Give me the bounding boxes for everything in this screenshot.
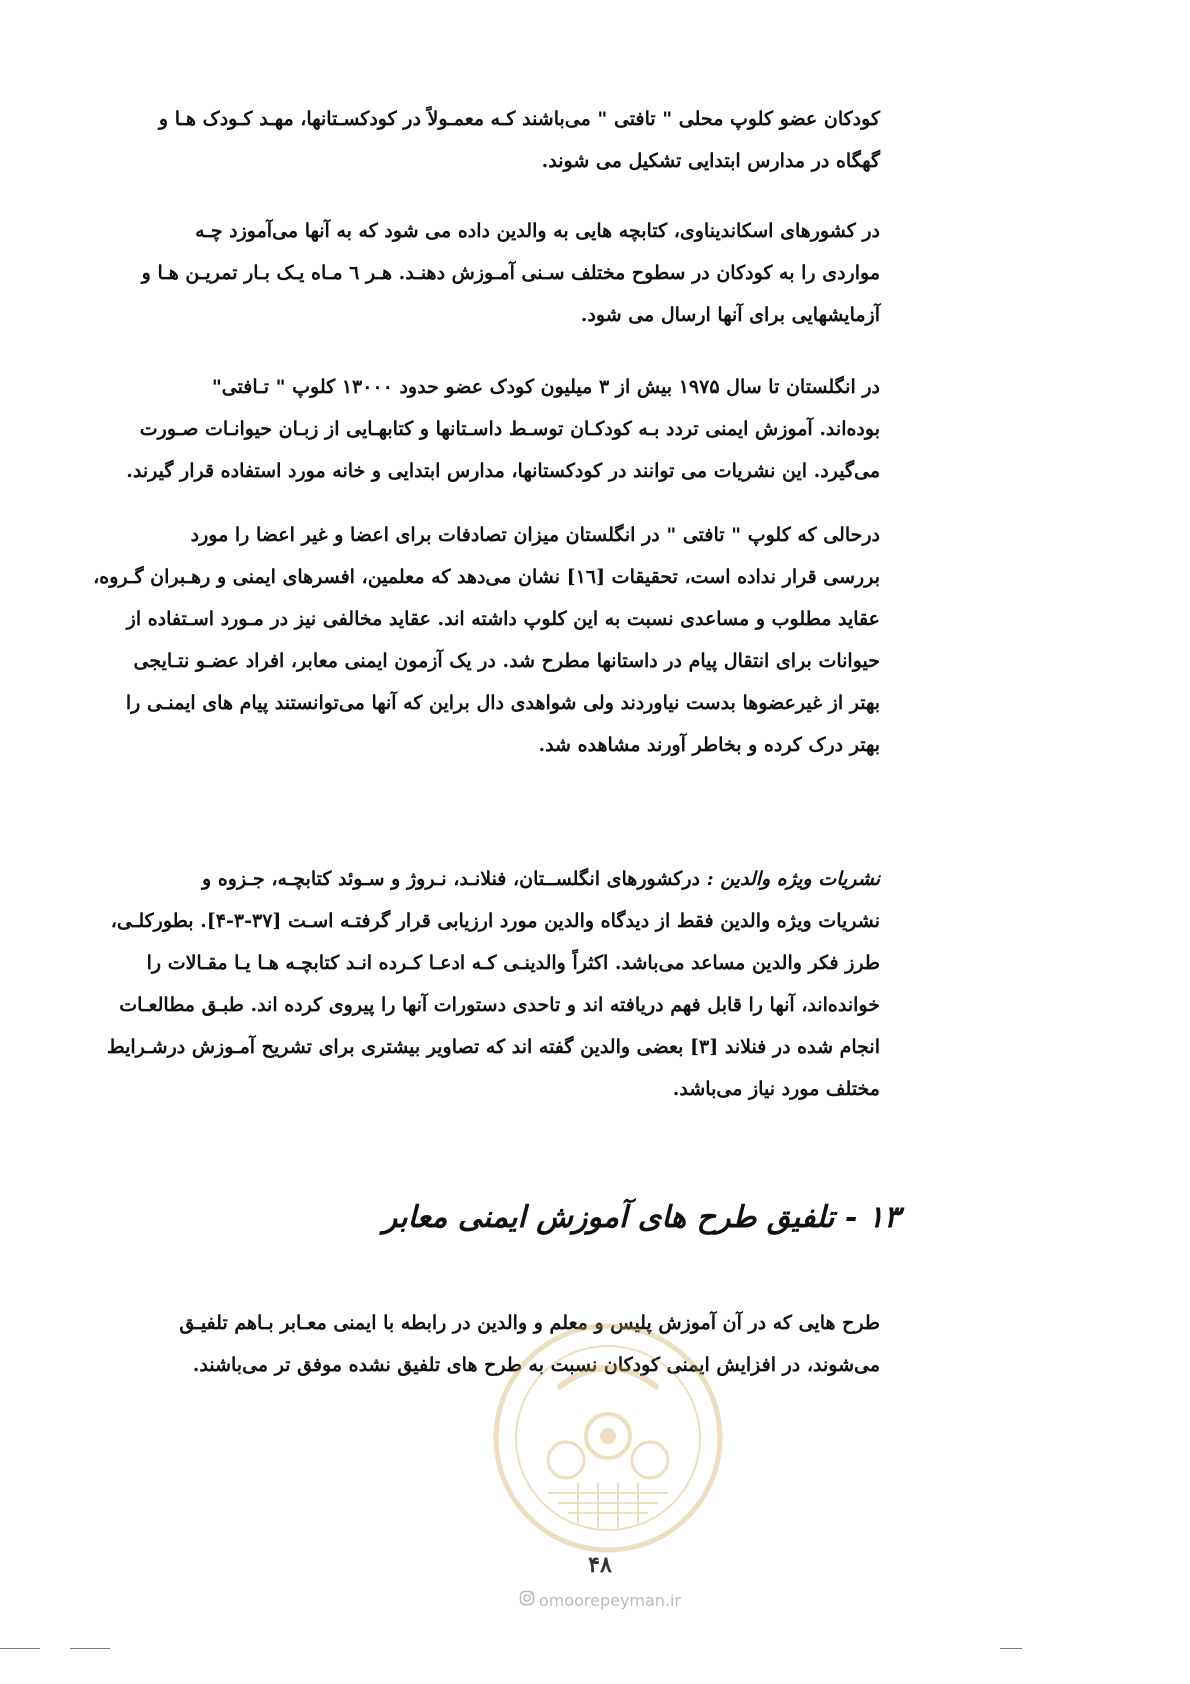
text-line: می‌گیرد. این نشریات می توانند در کودکستانها، مدارس ابتدایی و خانه مورد استفاده قرار گیرند. xyxy=(126,460,880,482)
paragraph xyxy=(80,366,880,492)
paragraph xyxy=(80,858,880,1110)
text-line: مواردی را به کودکان در سطوح مختلف سـنی آمـوزش دهنـد. هـر ٦ مـاه یـک بـار تمریـن هـا و xyxy=(141,262,880,284)
paragraph xyxy=(80,514,880,766)
scan-artifact xyxy=(70,1648,110,1649)
scan-artifact xyxy=(0,1648,40,1649)
text-line: بررسی قرار نداده است، تحقیقات [١٦] نشان می‌دهد که معلمین، افسرهای ایمنی و رهـبران گـروه، xyxy=(93,566,880,588)
text-line: عقاید مطلوب و مساعدی نسبت به این کلوپ داشته اند. عقاید مخالفی نیز در مـورد اسـتفاده از xyxy=(126,608,880,630)
paragraph xyxy=(80,1302,880,1386)
text-line: طرح هایی که در آن آموزش پلیس و معلم و والدین در رابطه با ایمنی معـابر بـاهم تلفیـق xyxy=(179,1312,880,1334)
text-line: کودکان عضو کلوپ محلی " تافتی " می‌باشند کـه معمـولاً در کودکسـتانها، مهـد کـودک هـا و xyxy=(158,108,880,130)
text-line: آزمایشهایی برای آنها ارسال می شود. xyxy=(580,304,880,326)
text-line: در انگلستان تا سال ۱۹۷۵ بیش از ۳ میلیون کودک عضو حدود ۱۳۰۰۰ کلوپ " تـافتی" xyxy=(211,376,880,398)
scan-artifact xyxy=(1000,1648,1022,1649)
text-line: بوده‌اند. آموزش ایمنی تردد بـه کودکـان توسـط داسـتانها و کتابهـایی از زبـان حیوانـات صـورت xyxy=(139,418,880,440)
inline-heading: نشریات ویژه والدین : xyxy=(706,868,880,890)
text-line: بهتر از غیرعضوها بدست نیاوردند ولی شواهدی دال براین که آنها می‌توانستند پیام های ایمنـی را xyxy=(125,692,880,714)
instagram-icon xyxy=(519,1590,535,1610)
text-line: در کشورهای اسکاندیناوی، کتابچه هایی به والدین داده می شود که به آنها می‌آموزد چـه xyxy=(195,220,880,242)
paragraph xyxy=(80,98,880,182)
page-number: ۴۸ xyxy=(588,1552,612,1578)
text-line: مختلف مورد نیاز می‌باشد. xyxy=(672,1078,880,1100)
text-line: انجام شده در فنلاند [٣] بعضی والدین گفته اند که تصاویر بیشتری برای تشریح آمـوزش درشـرایط xyxy=(107,1036,880,1058)
watermark xyxy=(470,1590,730,1610)
section-heading: ۱۳ - تلفیق طرح های آموزش ایمنی معابر xyxy=(382,1200,900,1235)
text-line: نشریات ویژه والدین فقط از دیدگاه والدین مورد ارزیابی قرار گرفتـه اسـت [٣٧-٣-۴]. بطورکلـی، xyxy=(110,910,880,932)
paragraph xyxy=(80,210,880,336)
watermark-text: omoorepeyman.ir xyxy=(538,1590,682,1610)
text-line xyxy=(80,858,880,900)
text-line: بهتر درک کرده و بخاطر آورند مشاهده شد. xyxy=(538,734,880,756)
text-line: درحالی که کلوپ " تافتی " در انگلستان میزان تصادفات برای اعضا و غیر اعضا را مورد xyxy=(190,524,880,546)
text-line: خوانده‌اند، آنها را قابل فهم دریافته اند و تاحدی دستورات آنها را پیروی کرده اند. طبـق مطالعـات xyxy=(119,994,880,1016)
text-fragment: درکشورهای انگلســتان، فنلانـد، نـروژ و سـوئد کتابچـه، جـزوه و xyxy=(202,868,707,890)
text-line: گهگاه در مدارس ابتدایی تشکیل می شوند. xyxy=(541,150,880,172)
text-line: می‌شوند، در افزایش ایمنی کودکان نسبت به طرح های تلفیق نشده موفق تر می‌باشند. xyxy=(192,1354,880,1376)
text-line: حیوانات برای انتقال پیام در داستانها مطرح شد. در یک آزمون ایمنی معابر، افراد عضـو نتـایجی xyxy=(133,650,880,672)
text-line: طرز فکر والدین مساعد می‌باشد. اکثراً والدینـی کـه ادعـا کـرده انـد کتابچـه هـا یـا مقـالات را xyxy=(146,952,880,974)
